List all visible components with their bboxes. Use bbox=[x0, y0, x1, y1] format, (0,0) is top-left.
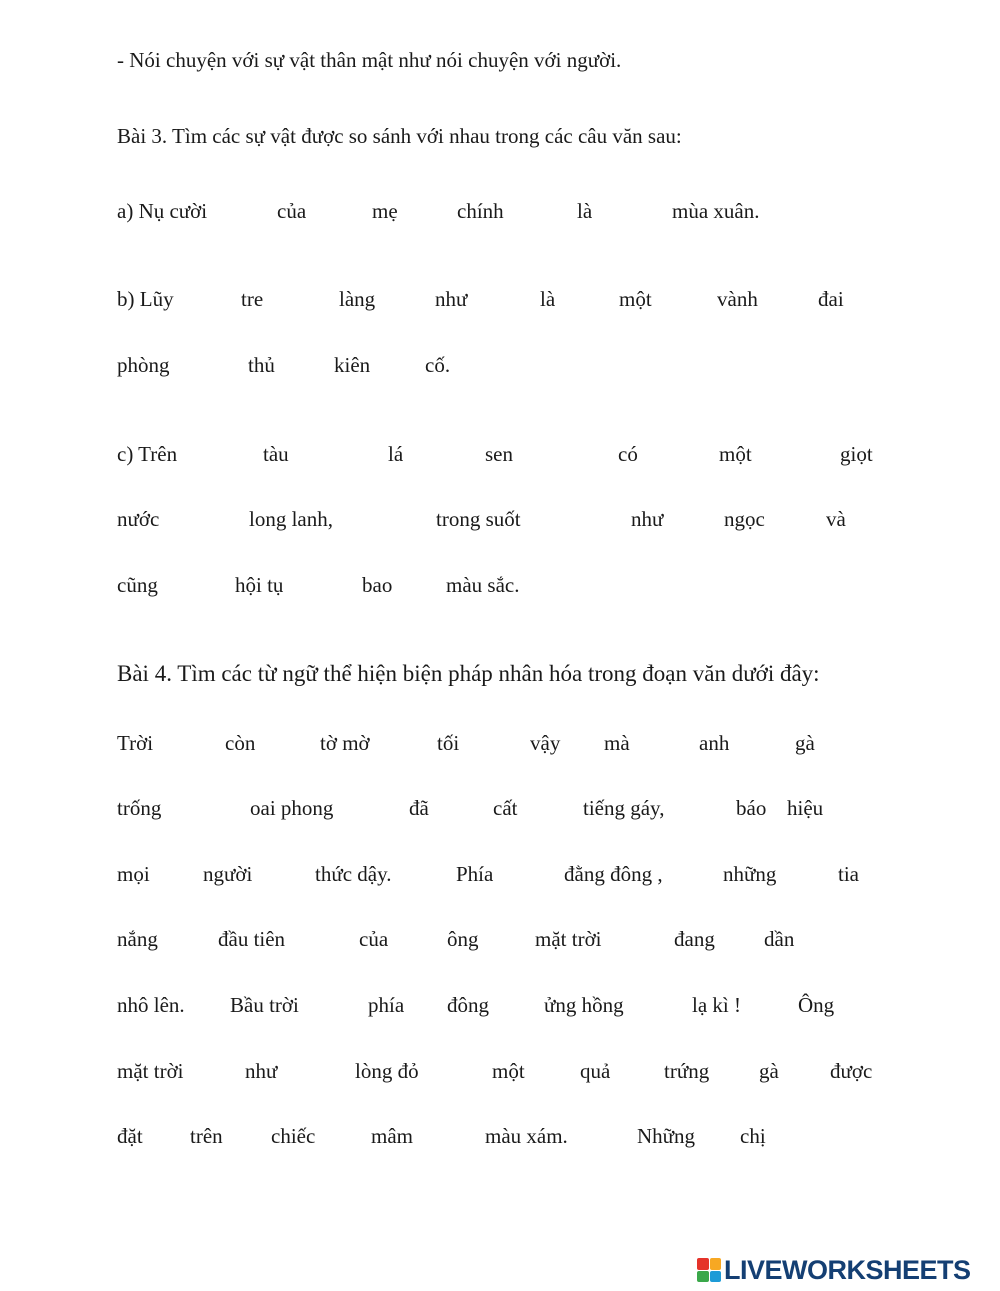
text-word: gà bbox=[795, 731, 815, 755]
text-word: anh bbox=[699, 731, 730, 755]
text-word: đông bbox=[447, 993, 489, 1017]
text-word: tre bbox=[241, 287, 264, 311]
text-word: oai phong bbox=[250, 796, 334, 820]
text-word: hiệu bbox=[787, 796, 824, 820]
text-word: trong suốt bbox=[436, 507, 521, 531]
liveworksheets-logo bbox=[697, 1255, 971, 1285]
text-word: trên bbox=[190, 1124, 223, 1148]
text-word: mặt trời bbox=[117, 1059, 184, 1083]
text-word: chiếc bbox=[271, 1124, 316, 1148]
text-word: quả bbox=[580, 1059, 611, 1083]
text-word: báo bbox=[736, 796, 767, 820]
text-sentence: Bài 4. Tìm các từ ngữ thể hiện biện pháp nhân hóa trong đoạn văn dưới đây: bbox=[117, 661, 820, 686]
text-word: những bbox=[723, 862, 777, 886]
text-word: Bầu trời bbox=[230, 993, 299, 1017]
text-word: cũng bbox=[117, 573, 158, 597]
text-word: một bbox=[619, 287, 652, 311]
text-word: nhô lên. bbox=[117, 993, 185, 1017]
text-word: dần bbox=[764, 927, 795, 951]
text-word: Những bbox=[637, 1124, 696, 1148]
text-word: a) Nụ cười bbox=[117, 199, 208, 223]
text-word: mặt trời bbox=[535, 927, 602, 951]
text-word: đã bbox=[409, 796, 429, 820]
text-word: đầu tiên bbox=[218, 927, 286, 951]
text-word: long lanh, bbox=[249, 507, 333, 531]
text-word: đằng đông , bbox=[564, 862, 663, 886]
text-word: tiếng gáy, bbox=[583, 796, 665, 820]
text-word: chị bbox=[740, 1124, 766, 1148]
logo-square-orange bbox=[710, 1258, 722, 1270]
text-word: còn bbox=[225, 731, 256, 755]
text-word: chính bbox=[457, 199, 504, 223]
text-word: của bbox=[277, 199, 307, 223]
text-word: cất bbox=[493, 796, 518, 820]
text-word: Trời bbox=[117, 731, 154, 755]
text-word: người bbox=[203, 862, 253, 886]
text-word: màu sắc. bbox=[446, 573, 520, 597]
text-word: thủ bbox=[248, 353, 275, 377]
text-word: như bbox=[245, 1059, 278, 1083]
text-word: lá bbox=[388, 442, 404, 466]
text-word: hội tụ bbox=[235, 573, 284, 597]
text-word: giọt bbox=[840, 442, 873, 466]
text-word: phòng bbox=[117, 353, 170, 377]
text-word: vành bbox=[717, 287, 758, 311]
text-word: phía bbox=[368, 993, 405, 1017]
logo-square-red bbox=[697, 1258, 709, 1270]
text-word: mẹ bbox=[372, 199, 398, 223]
text-word: kiên bbox=[334, 353, 371, 377]
text-word: đai bbox=[818, 287, 844, 311]
text-word: gà bbox=[759, 1059, 779, 1083]
text-word: sen bbox=[485, 442, 513, 466]
text-word: tia bbox=[838, 862, 859, 886]
text-word: tàu bbox=[263, 442, 289, 466]
text-word: như bbox=[631, 507, 664, 531]
text-word: thức dậy. bbox=[315, 862, 392, 886]
text-word: được bbox=[830, 1059, 873, 1083]
text-word: mùa xuân. bbox=[672, 199, 760, 223]
logo-square-blue bbox=[710, 1271, 722, 1283]
logo-text: LIVEWORKSHEETS bbox=[724, 1254, 971, 1285]
text-word: nắng bbox=[117, 927, 158, 951]
text-word: mâm bbox=[371, 1124, 413, 1148]
text-word: đang bbox=[674, 927, 715, 951]
text-word: trứng bbox=[664, 1059, 710, 1083]
text-word: mà bbox=[604, 731, 630, 755]
logo-square-green bbox=[697, 1271, 709, 1283]
text-word: như bbox=[435, 287, 468, 311]
text-word: của bbox=[359, 927, 389, 951]
text-word: lòng đỏ bbox=[355, 1059, 419, 1083]
text-word: lạ kì ! bbox=[692, 993, 741, 1017]
text-word: và bbox=[826, 507, 846, 531]
text-word: trống bbox=[117, 796, 162, 820]
text-word: đặt bbox=[117, 1124, 143, 1148]
text-word: c) Trên bbox=[117, 442, 178, 466]
text-word: mọi bbox=[117, 862, 150, 886]
text-word: màu xám. bbox=[485, 1124, 568, 1148]
text-word: một bbox=[492, 1059, 525, 1083]
text-word: nước bbox=[117, 507, 160, 531]
liveworksheets-logo-icon bbox=[697, 1258, 721, 1282]
text-word: là bbox=[540, 287, 556, 311]
text-word: là bbox=[577, 199, 593, 223]
text-word: tờ mờ bbox=[320, 731, 370, 755]
text-sentence: Bài 3. Tìm các sự vật được so sánh với nhau trong các câu văn sau: bbox=[117, 124, 682, 148]
text-word: tối bbox=[437, 731, 460, 755]
text-word: vậy bbox=[530, 731, 561, 755]
text-sentence: - Nói chuyện với sự vật thân mật như nói chuyện với người. bbox=[117, 48, 622, 72]
text-word: Ông bbox=[798, 993, 835, 1017]
text-word: có bbox=[618, 442, 638, 466]
text-word: ửng hồng bbox=[544, 993, 624, 1017]
text-word: làng bbox=[339, 287, 376, 311]
text-word: một bbox=[719, 442, 752, 466]
text-word: ngọc bbox=[724, 507, 765, 531]
text-word: ông bbox=[447, 927, 479, 951]
text-word: bao bbox=[362, 573, 393, 597]
text-word: b) Lũy bbox=[117, 287, 174, 311]
text-word: cố. bbox=[425, 353, 451, 377]
text-word: Phía bbox=[456, 862, 494, 886]
